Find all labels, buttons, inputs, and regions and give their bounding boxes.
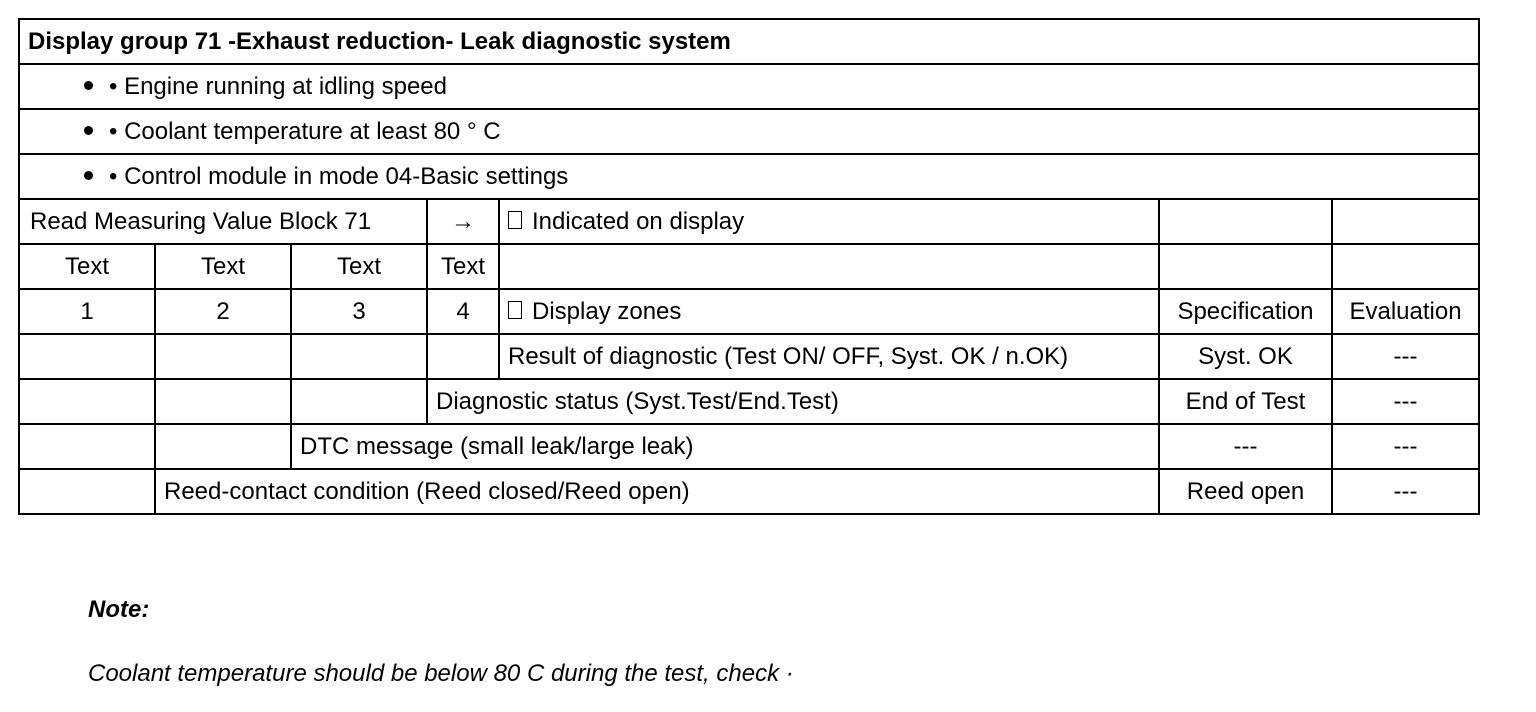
empty-cell <box>499 244 1159 289</box>
condition-item <box>19 154 1479 199</box>
table-row <box>19 379 1479 424</box>
checkbox-icon <box>508 301 522 319</box>
row-specification: End of Test <box>1159 379 1332 424</box>
zone-number: 3 <box>291 289 427 334</box>
condition-item <box>19 109 1479 154</box>
bullet-icon <box>84 171 93 180</box>
empty-cell <box>1332 199 1479 244</box>
text-header: Text <box>19 244 155 289</box>
table-title: Display group 71 -Exhaust reduction- Leak diagnostic system <box>19 19 1479 64</box>
display-zones-label: Display zones <box>532 297 682 325</box>
table-row <box>19 424 1479 469</box>
empty-cell <box>1159 199 1332 244</box>
row-evaluation: --- <box>1332 334 1479 379</box>
condition-text: • Control module in mode 04-Basic settings <box>109 162 569 190</box>
indicated-label: Indicated on display <box>532 207 745 235</box>
specification-header: Specification <box>1159 289 1332 334</box>
condition-text: • Engine running at idling speed <box>109 72 447 100</box>
indicated-cell <box>499 199 1159 244</box>
row-label: DTC message (small leak/large leak) <box>291 424 1159 469</box>
condition-text: • Coolant temperature at least 80 ° C <box>109 117 501 145</box>
condition-item <box>19 64 1479 109</box>
display-zones-cell <box>499 289 1159 334</box>
empty-cell <box>291 379 427 424</box>
text-header: Text <box>155 244 291 289</box>
empty-cell <box>155 424 291 469</box>
empty-cell <box>1332 244 1479 289</box>
row-label: Reed-contact condition (Reed closed/Reed open) <box>155 469 1159 514</box>
note-text: Coolant temperature should be below 80 C during the test, check · <box>88 660 794 687</box>
row-evaluation: --- <box>1332 469 1479 514</box>
note-title: Note: <box>88 596 150 623</box>
row-label: Result of diagnostic (Test ON/ OFF, Syst. OK / n.OK) <box>499 334 1159 379</box>
empty-cell <box>19 424 155 469</box>
row-evaluation: --- <box>1332 379 1479 424</box>
row-specification: --- <box>1159 424 1332 469</box>
text-header: Text <box>427 244 499 289</box>
evaluation-header: Evaluation <box>1332 289 1479 334</box>
empty-cell <box>155 334 291 379</box>
empty-cell <box>291 334 427 379</box>
zone-number: 2 <box>155 289 291 334</box>
read-block-label: Read Measuring Value Block 71 <box>19 199 427 244</box>
empty-cell <box>19 379 155 424</box>
row-label: Diagnostic status (Syst.Test/End.Test) <box>427 379 1159 424</box>
row-specification: Syst. OK <box>1159 334 1332 379</box>
zone-number: 4 <box>427 289 499 334</box>
checkbox-icon <box>508 211 522 229</box>
table-row <box>19 334 1479 379</box>
empty-cell <box>427 334 499 379</box>
bullet-icon <box>84 126 93 135</box>
text-header: Text <box>291 244 427 289</box>
empty-cell <box>19 334 155 379</box>
arrow-right-icon: → <box>427 199 499 244</box>
empty-cell <box>1159 244 1332 289</box>
row-specification: Reed open <box>1159 469 1332 514</box>
row-evaluation: --- <box>1332 424 1479 469</box>
empty-cell <box>155 379 291 424</box>
zone-number: 1 <box>19 289 155 334</box>
bullet-icon <box>84 81 93 90</box>
empty-cell <box>19 469 155 514</box>
measuring-value-block-table <box>18 18 1480 515</box>
table-row <box>19 469 1479 514</box>
